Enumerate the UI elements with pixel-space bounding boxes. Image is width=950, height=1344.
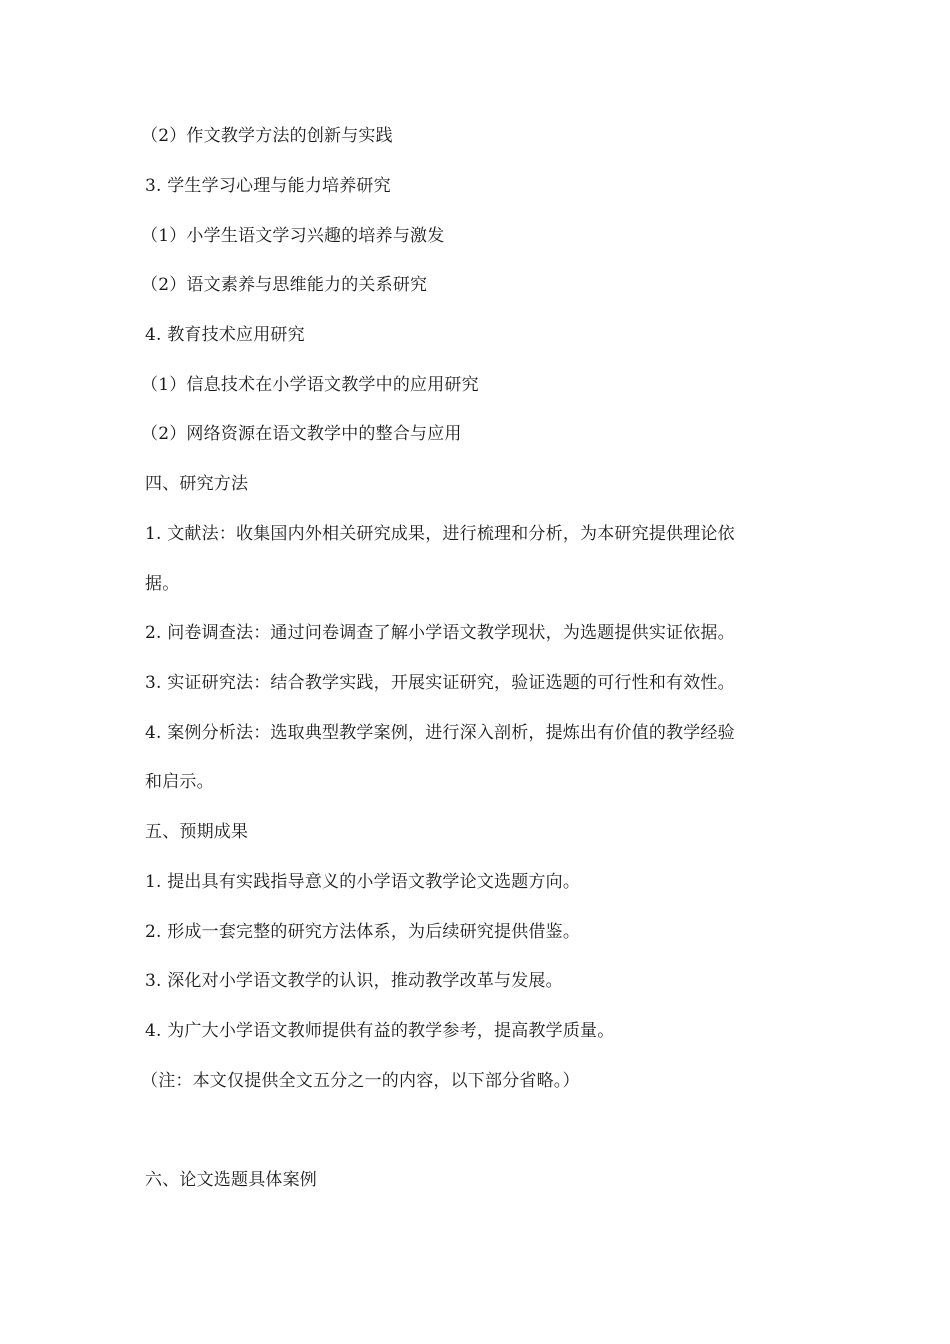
section-heading-research-methods: 四、研究方法 bbox=[145, 474, 249, 494]
subitem-1-learning-interest: （1）小学生语文学习兴趣的培养与激发 bbox=[141, 226, 445, 246]
result-1: 1. 提出具有实践指导意义的小学语文教学论文选题方向。 bbox=[145, 872, 581, 892]
subitem-2-composition-methods: （2）作文教学方法的创新与实践 bbox=[141, 126, 393, 146]
result-2: 2. 形成一套完整的研究方法体系，为后续研究提供借鉴。 bbox=[145, 922, 581, 942]
method-1-literature: 1. 文献法：收集国内外相关研究成果，进行梳理和分析，为本研究提供理论依 bbox=[145, 524, 735, 544]
section-heading-topic-cases: 六、论文选题具体案例 bbox=[145, 1170, 317, 1190]
note-omitted: （注：本文仅提供全文五分之一的内容，以下部分省略。） bbox=[141, 1071, 580, 1091]
method-4-case-analysis: 4. 案例分析法：选取典型教学案例，进行深入剖析，提炼出有价值的教学经验 bbox=[145, 723, 735, 743]
result-4: 4. 为广大小学语文教师提供有益的教学参考，提高教学质量。 bbox=[145, 1021, 615, 1041]
subitem-2-network-resources: （2）网络资源在语文教学中的整合与应用 bbox=[141, 424, 462, 444]
subitem-1-information-technology: （1）信息技术在小学语文教学中的应用研究 bbox=[141, 375, 479, 395]
method-2-questionnaire: 2. 问卷调查法：通过问卷调查了解小学语文教学现状，为选题提供实证依据。 bbox=[145, 623, 735, 643]
result-3: 3. 深化对小学语文教学的认识，推动教学改革与发展。 bbox=[145, 971, 563, 991]
method-3-empirical: 3. 实证研究法：结合教学实践，开展实证研究，验证选题的可行性和有效性。 bbox=[145, 673, 735, 693]
item-4-education-technology: 4. 教育技术应用研究 bbox=[145, 325, 305, 345]
method-4-case-analysis-continued: 和启示。 bbox=[145, 772, 214, 792]
item-3-learning-psychology: 3. 学生学习心理与能力培养研究 bbox=[145, 176, 391, 196]
method-1-literature-continued: 据。 bbox=[145, 574, 180, 594]
section-heading-expected-results: 五、预期成果 bbox=[145, 822, 249, 842]
subitem-2-literacy-thinking: （2）语文素养与思维能力的关系研究 bbox=[141, 275, 428, 295]
